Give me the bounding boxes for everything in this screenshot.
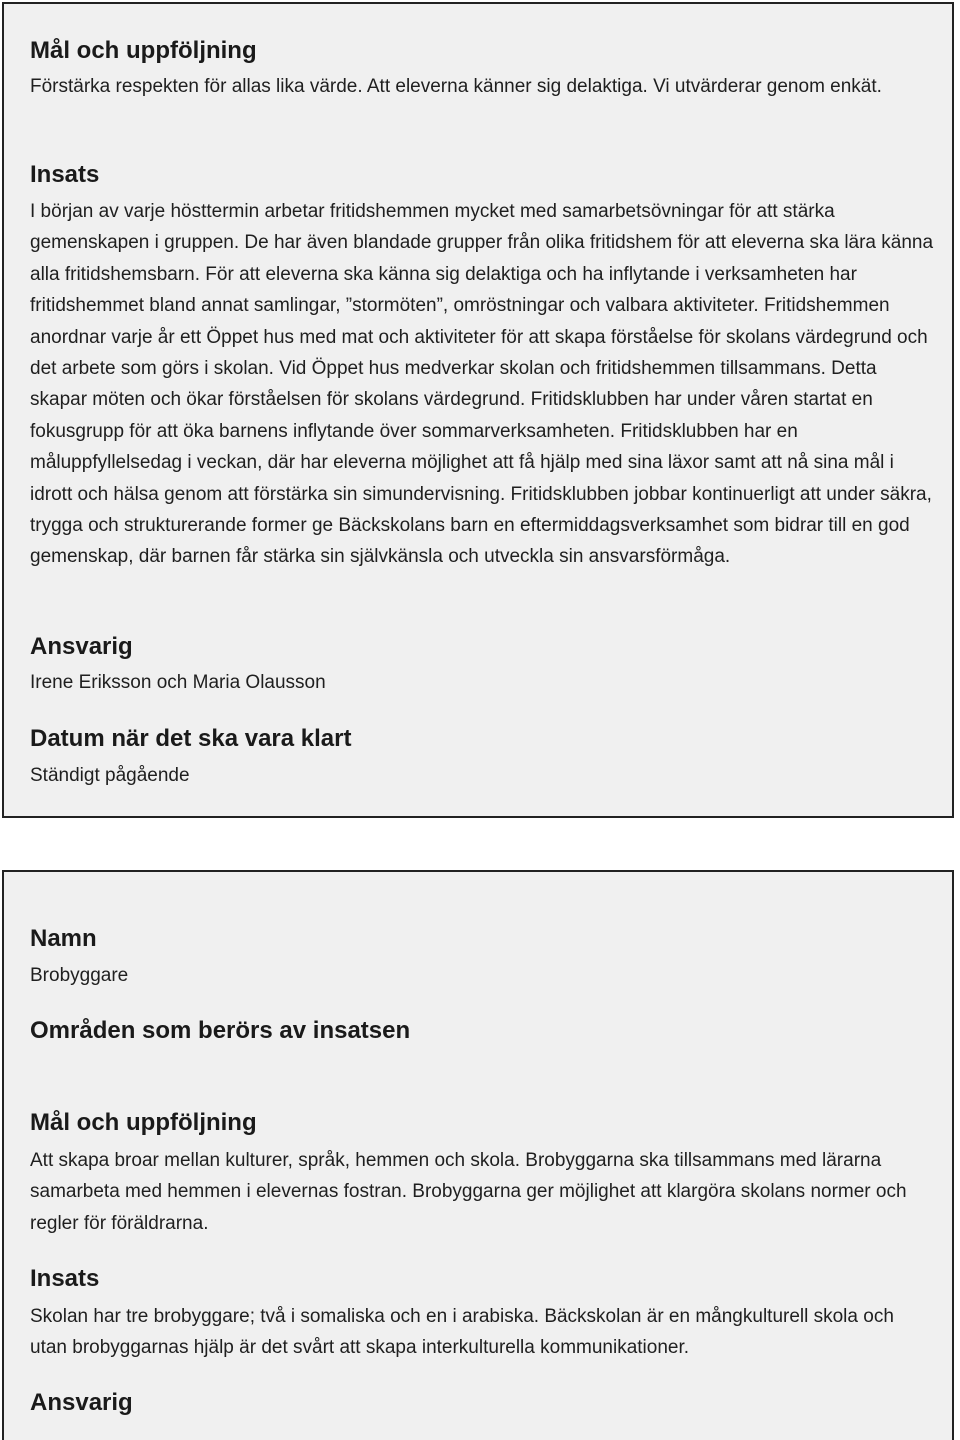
name-heading: Namn (30, 925, 97, 952)
date-text: Ständigt pågående (30, 765, 190, 786)
action-heading: Insats (30, 161, 100, 188)
goal-heading: Mål och uppföljning (30, 1109, 257, 1136)
action-text: Skolan har tre brobyggare; två i somaliska och en i arabiska. Bäckskolan är en mångkulturell skola och utan brobyggarnas hjälp är det svårt att skapa interkulturella kommunikationer. (30, 1306, 894, 1359)
responsible-heading: Ansvarig (30, 1389, 133, 1416)
responsible-text: Irene Eriksson och Maria Olausson (30, 672, 326, 693)
name-text: Brobyggare (30, 965, 129, 986)
bridge-builder-card (2, 870, 954, 1440)
action-text-part-2: För att eleverna ska känna sig delaktiga och ha inflytande i verksamheten har fritidshemmet bland annat samlingar, ”stormöten”, omröstningar och valbara aktiviteter. Fritidshemmen anordnar varje år ett Öppet hus med mat och aktiviteter för att skapa förståelse för skolans värdegrund och det arbete som görs i skolan. Vid Öppet hus medverkar skolan och fritidshemmen tillsammans. Detta skapar möten och ökar förståelsen för skolans värdegrund. Fritidsklubben har under våren startat en fokusgrupp för att öka barnens inflytande över sommarverksamheten. Fritidsklubben har en måluppfyllelsedag i veckan, där har eleverna möjlighet att få hjälp med sina läxor samt att nå sina mål i idrott och hälsa genom att förstärka sin simundervisning. Fritidsklubben jobbar kontinuerligt att under säkra, trygga och strukturerande former ge Bäckskolans barn en eftermiddagsverksamhet som bidrar till en god gemenskap, där barnen får stärka sin självkänsla och utveckla sin ansvarsförmåga. (30, 263, 932, 568)
action-text-part-1: I början av varje hösttermin arbetar fritidshemmen mycket med samarbetsövningar för att stärka gemenskapen i gruppen. De har även blandade grupper från olika fritidshem för att eleverna ska lära känna alla fritidshemsbarn. (30, 201, 934, 285)
action-plan-card (2, 2, 954, 818)
areas-heading: Områden som berörs av insatsen (30, 1017, 411, 1044)
goal-heading: Mål och uppföljning (30, 37, 257, 64)
goal-text: Förstärka respekten för allas lika värde. Att eleverna känner sig delaktiga. Vi utvärderar genom enkät. (30, 76, 882, 97)
action-heading: Insats (30, 1265, 100, 1292)
responsible-heading: Ansvarig (30, 633, 133, 660)
action-text (30, 196, 935, 573)
date-heading: Datum när det ska vara klart (30, 725, 352, 752)
goal-text: Att skapa broar mellan kulturer, språk, hemmen och skola. Brobyggarna ska tillsammans med lärarna samarbeta med hemmen i elevernas fostran. Brobyggarna ger möjlighet att klargöra skolans normer och regler för föräldrarna. (30, 1150, 907, 1234)
